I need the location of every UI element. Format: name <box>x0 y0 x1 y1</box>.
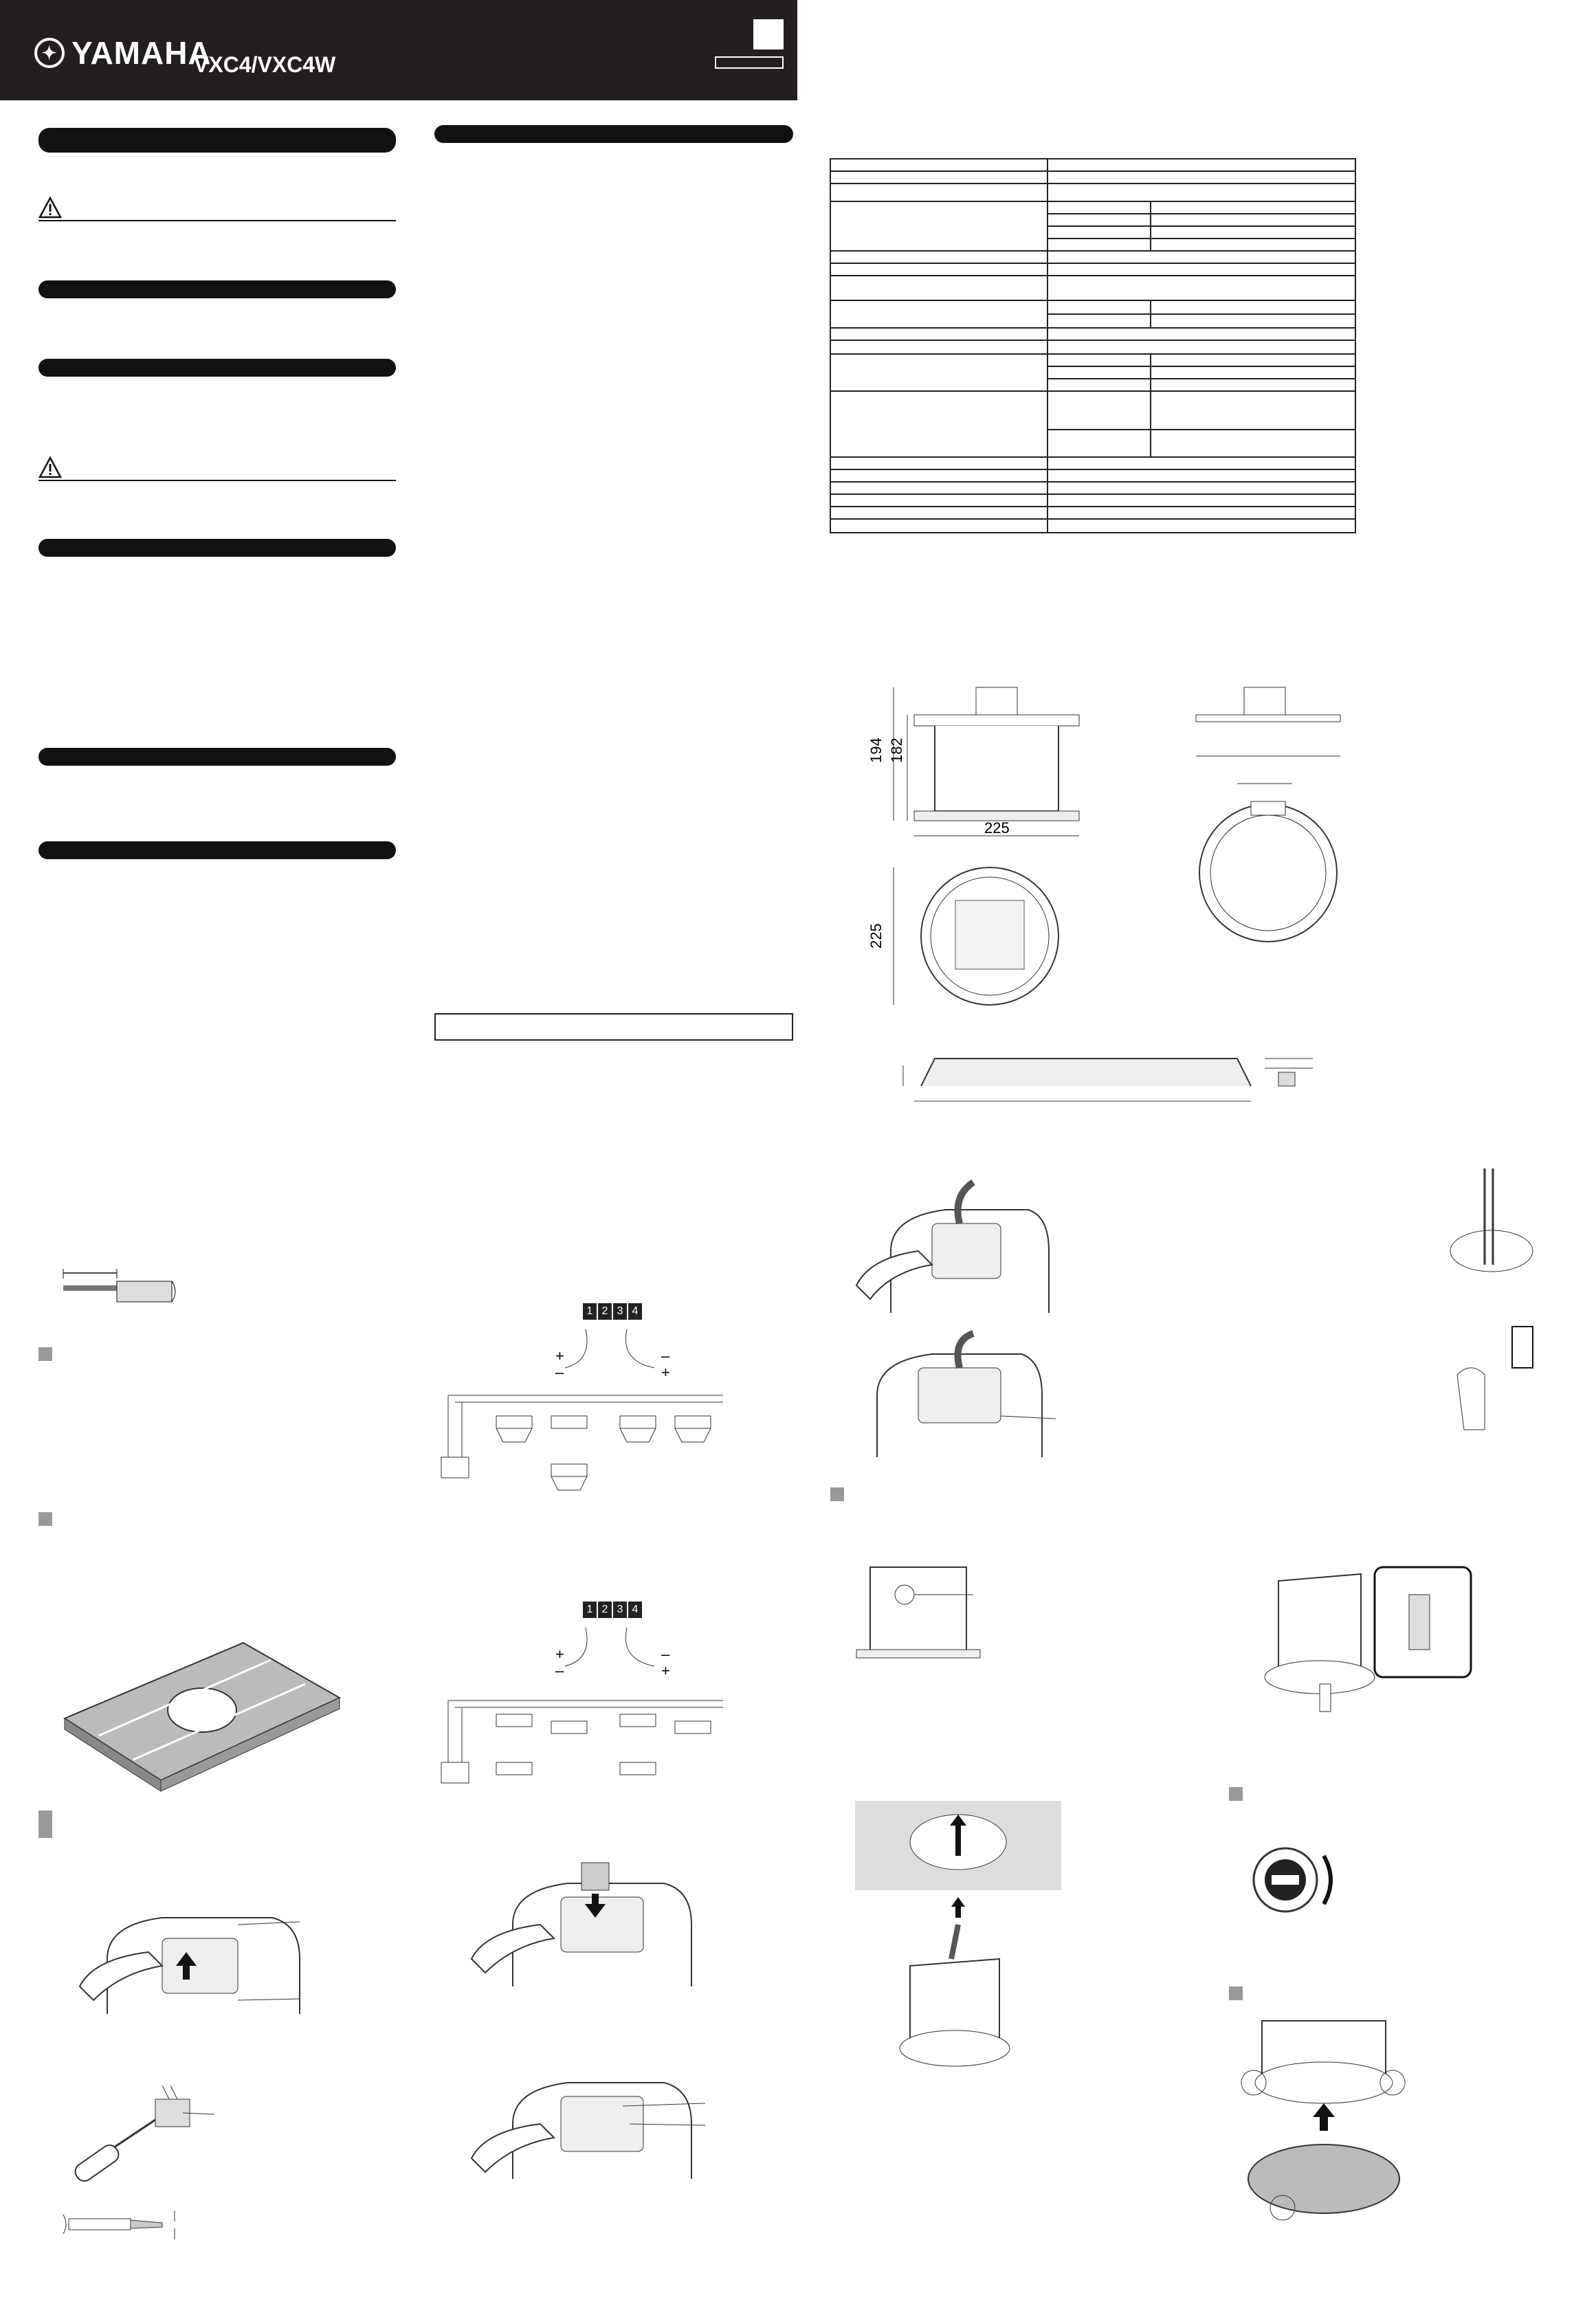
svg-text:+: + <box>555 1347 564 1364</box>
safety-wire-illustration <box>1450 1168 1533 1430</box>
warning-icon <box>38 456 62 478</box>
speaker-side-view-illustration <box>850 1540 987 1663</box>
speaker-terminal-cover-illustration <box>66 1897 313 2021</box>
section-rule <box>38 220 396 221</box>
svg-text:–: – <box>661 1347 670 1364</box>
mounting-ring-drawing <box>1182 674 1354 962</box>
terminal-block-diagram <box>583 1602 643 1618</box>
section-bar <box>38 280 396 298</box>
svg-text:–: – <box>661 1646 670 1663</box>
tuning-fork-logo-icon: ✦ <box>34 38 65 68</box>
section-bar <box>38 841 396 859</box>
terminal-pin: 2 <box>598 1602 612 1618</box>
section-bar <box>38 359 396 377</box>
terminal-pin: 1 <box>583 1303 597 1320</box>
speaker-tab-adjust-illustration <box>1251 1553 1478 1712</box>
ceiling-board-illustration <box>58 1629 346 1801</box>
height-inner-dimension: 182 <box>888 738 905 763</box>
step-marker <box>38 1810 52 1838</box>
model-name: VXC4/VXC4W <box>194 52 336 77</box>
language-indicator-bar <box>715 56 784 69</box>
terminal-pin: 2 <box>598 1303 612 1320</box>
warning-icon <box>38 197 62 219</box>
screwdriver-tip-illustration <box>59 2209 190 2241</box>
section-bar <box>434 125 793 143</box>
terminal-pins <box>583 1602 643 1618</box>
tap-selector-dial-icon <box>1244 1842 1347 1918</box>
series-wiring-diagram <box>434 1618 730 1797</box>
brand-logo <box>34 34 212 71</box>
cable-clamp-closed-illustration <box>850 1333 1056 1464</box>
notice-box <box>434 1013 793 1041</box>
step-marker <box>38 1347 52 1361</box>
language-indicator <box>753 19 784 49</box>
svg-text:+: + <box>661 1662 670 1679</box>
ceiling-insert-illustration <box>855 1787 1061 2076</box>
terminal-pin: 4 <box>628 1602 642 1618</box>
grille-cross-section-drawing <box>900 1045 1340 1114</box>
parallel-wiring-diagram <box>434 1320 730 1498</box>
bottom-dimension-drawing <box>867 859 1120 1017</box>
grille-attach-illustration <box>1241 2021 1406 2227</box>
height-outer-dimension: 194 <box>867 738 885 763</box>
terminal-block-diagram <box>583 1303 643 1320</box>
step-marker <box>830 1487 844 1501</box>
section-rule <box>38 480 396 481</box>
step-marker <box>1229 1986 1243 2000</box>
terminal-pin: 4 <box>628 1303 642 1320</box>
width-side-dimension: 225 <box>984 819 1010 837</box>
svg-text:–: – <box>555 1364 564 1381</box>
screwdriver-terminal-illustration <box>59 2079 217 2182</box>
section-bar <box>38 748 396 766</box>
brand-name: YAMAHA <box>71 35 212 71</box>
section-bar <box>38 539 396 557</box>
section-bar <box>38 128 396 153</box>
speaker-connector-locked-illustration <box>458 2062 712 2186</box>
svg-text:–: – <box>555 1662 564 1679</box>
cable-strip-illustration <box>58 1269 188 1310</box>
terminal-pins <box>583 1303 643 1320</box>
side-dimension-drawing <box>867 674 1120 852</box>
terminal-pin: 3 <box>613 1303 627 1320</box>
specifications-table <box>830 158 1356 533</box>
terminal-pin: 1 <box>583 1602 597 1618</box>
cable-clamp-illustration <box>850 1182 1056 1320</box>
svg-text:+: + <box>555 1646 564 1663</box>
speaker-connector-insert-illustration <box>458 1856 712 1993</box>
step-marker <box>38 1512 52 1526</box>
width-bottom-dimension: 225 <box>867 923 885 949</box>
terminal-pin: 3 <box>613 1602 627 1618</box>
svg-text:+: + <box>661 1364 670 1381</box>
step-marker <box>1229 1787 1243 1801</box>
